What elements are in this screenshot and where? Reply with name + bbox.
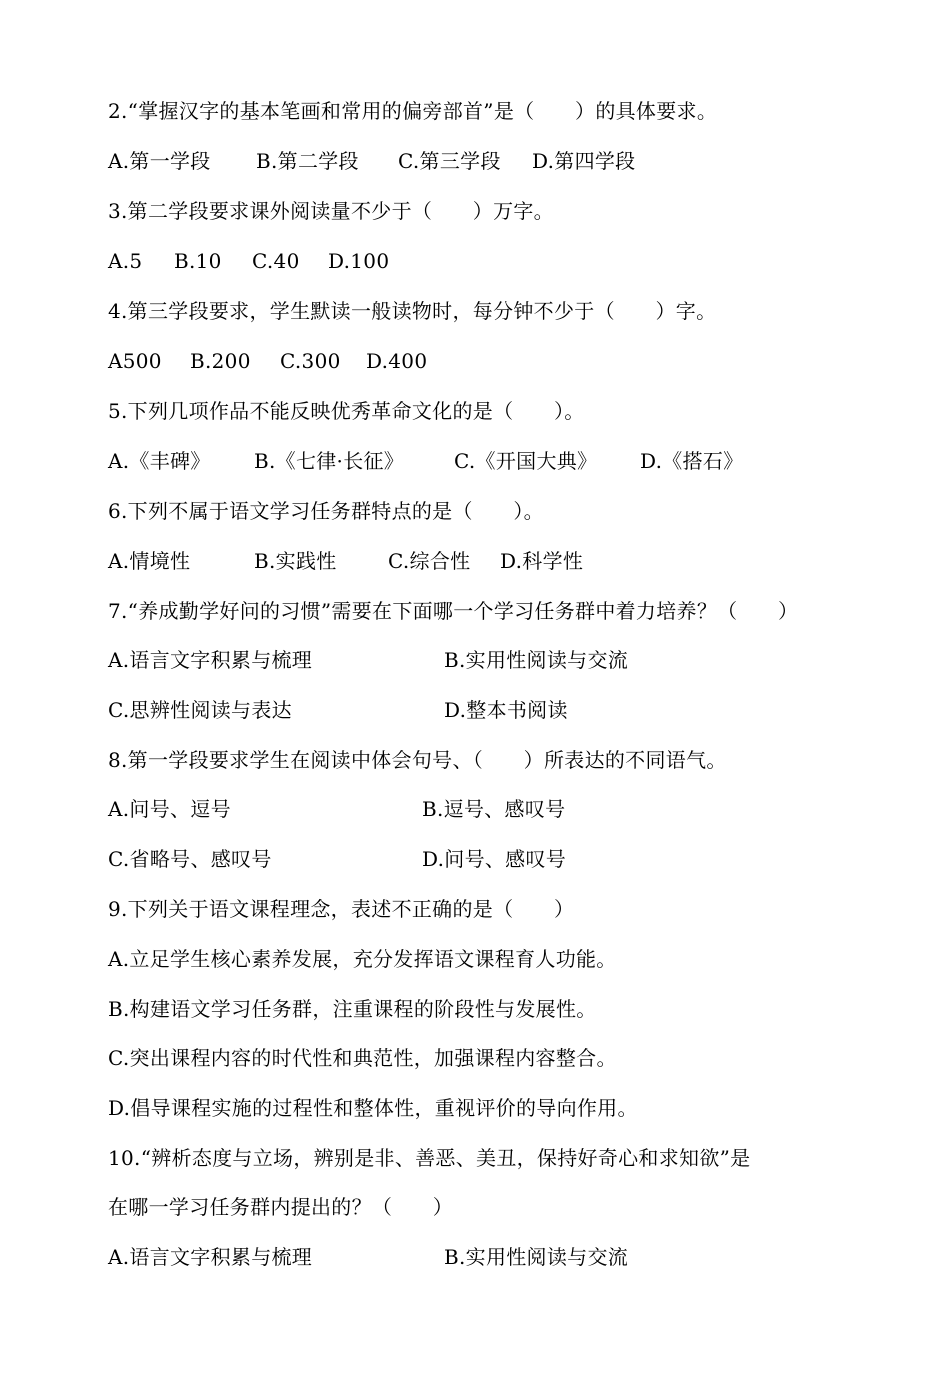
option-b: B.实践性 — [254, 549, 337, 573]
option-d: D.400 — [366, 349, 428, 373]
question-5-stem: 5.下列几项作品不能反映优秀革命文化的是（ ）。 — [108, 399, 585, 423]
question-8-options-row1 — [108, 792, 566, 826]
option-a: A.问号、逗号 — [108, 797, 231, 821]
option-c: C.300 — [280, 349, 341, 373]
option-a: A500 — [108, 349, 162, 373]
option-b: B.第二学段 — [256, 149, 359, 173]
option-c: C.第三学段 — [398, 149, 501, 173]
option-a: A.情境性 — [108, 549, 191, 573]
question-3-options — [108, 244, 390, 278]
question-2-options — [108, 144, 636, 178]
option-b: B.10 — [174, 249, 222, 273]
option-d: D.《搭石》 — [640, 449, 744, 473]
option-a: A.《丰碑》 — [108, 449, 211, 473]
question-5-options — [108, 444, 744, 478]
question-7-options-row1 — [108, 643, 629, 677]
question-7-options-row2 — [108, 693, 568, 727]
question-9-option-b: B.构建语文学习任务群，注重课程的阶段性与发展性。 — [108, 997, 597, 1021]
question-9-stem: 9.下列关于语文课程理念，表述不正确的是（ ） — [108, 897, 575, 921]
question-10-stem-continued: 在哪一学习任务群内提出的？（ ） — [108, 1195, 454, 1219]
question-8-stem: 8.第一学段要求学生在阅读中体会句号、（ ）所表达的不同语气。 — [108, 748, 727, 772]
option-d: D.问号、感叹号 — [422, 847, 567, 871]
option-c: C.省略号、感叹号 — [108, 847, 272, 871]
question-6-stem: 6.下列不属于语文学习任务群特点的是（ ）。 — [108, 499, 544, 523]
question-2-stem: 2.“掌握汉字的基本笔画和常用的偏旁部首”是（ ）的具体要求。 — [108, 99, 718, 123]
option-a: A.语言文字积累与梳理 — [108, 1245, 313, 1269]
option-d: D.第四学段 — [532, 149, 636, 173]
question-8-options-row2 — [108, 842, 567, 876]
question-9-option-a: A.立足学生核心素养发展，充分发挥语文课程育人功能。 — [108, 947, 617, 971]
question-9-option-d: D.倡导课程实施的过程性和整体性，重视评价的导向作用。 — [108, 1096, 638, 1120]
question-9-option-c: C.突出课程内容的时代性和典范性，加强课程内容整合。 — [108, 1046, 617, 1070]
option-c: C.《开国大典》 — [454, 449, 598, 473]
question-4-options — [108, 344, 428, 378]
question-10-options-row1 — [108, 1240, 629, 1274]
option-c: C.思辨性阅读与表达 — [108, 698, 292, 722]
option-a: A.5 — [108, 249, 143, 273]
option-b: B.《七律·长征》 — [254, 449, 405, 473]
option-a: A.语言文字积累与梳理 — [108, 648, 313, 672]
option-b: B.逗号、感叹号 — [422, 797, 566, 821]
option-d: D.科学性 — [500, 549, 584, 573]
option-a: A.第一学段 — [108, 149, 211, 173]
question-4-stem: 4.第三学段要求，学生默读一般读物时，每分钟不少于（ ）字。 — [108, 299, 717, 323]
option-d: D.整本书阅读 — [444, 698, 568, 722]
question-6-options — [108, 544, 584, 578]
option-c: C.40 — [252, 249, 300, 273]
question-7-stem: 7.“养成勤学好问的习惯”需要在下面哪一个学习任务群中着力培养？（ ） — [108, 599, 799, 623]
option-b: B.实用性阅读与交流 — [444, 648, 629, 672]
option-b: B.实用性阅读与交流 — [444, 1245, 629, 1269]
option-c: C.综合性 — [388, 549, 471, 573]
question-3-stem: 3.第二学段要求课外阅读量不少于（ ）万字。 — [108, 199, 554, 223]
question-10-stem: 10.“辨析态度与立场，辨别是非、善恶、美丑，保持好奇心和求知欲”是 — [108, 1146, 751, 1170]
option-d: D.100 — [328, 249, 390, 273]
option-b: B.200 — [190, 349, 251, 373]
